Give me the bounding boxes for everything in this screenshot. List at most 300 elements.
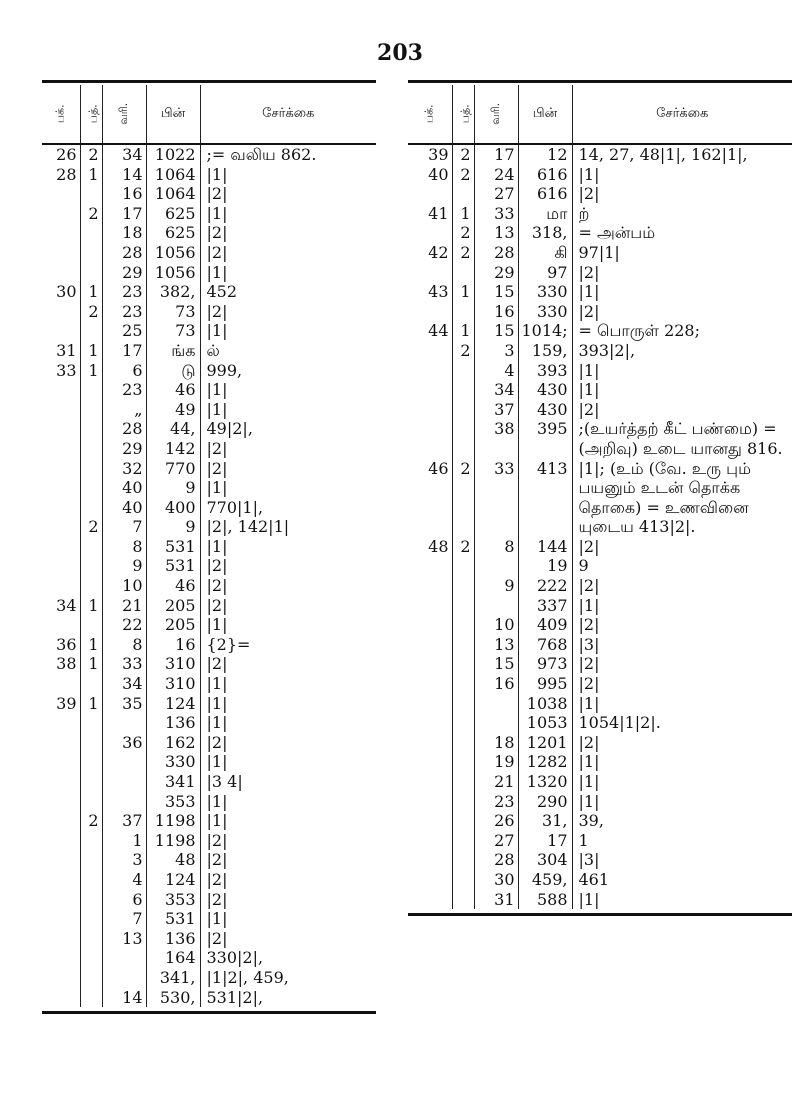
cell-addition: |2| — [572, 263, 792, 283]
cell-page — [408, 341, 452, 361]
cell-line: 18 — [102, 223, 146, 243]
cell-addition: |1| — [200, 674, 376, 694]
table-row — [42, 361, 376, 381]
cell-page: 30 — [56, 282, 77, 302]
cell-after: 73 — [146, 321, 200, 341]
cell-page — [42, 890, 80, 910]
table-row — [42, 988, 376, 1008]
table-row — [42, 184, 376, 204]
cell-line — [102, 948, 146, 968]
header-line: வரி. — [474, 85, 518, 144]
cell-line: 27 — [474, 831, 518, 851]
cell-paragraph — [452, 713, 474, 733]
cell-after: கி — [518, 243, 572, 263]
cell-line: 29 — [102, 439, 146, 459]
cell-paragraph — [452, 850, 474, 870]
table-row — [42, 850, 376, 870]
cell-line: 9 — [102, 556, 146, 576]
cell-addition: |1| — [200, 615, 376, 635]
cell-line: 28 — [102, 243, 146, 263]
cell-page: 31 — [56, 340, 77, 360]
cell-line: 13 — [474, 635, 518, 655]
cell-line: 34 — [102, 674, 146, 694]
cell-paragraph — [80, 831, 102, 851]
table-row — [42, 831, 376, 851]
cell-after: 136 — [146, 929, 200, 949]
cell-addition: |1| — [572, 282, 792, 302]
cell-paragraph — [452, 831, 474, 851]
top-rule — [408, 80, 792, 83]
cell-paragraph: 2 — [452, 459, 474, 537]
cell-paragraph — [80, 419, 102, 439]
cell-page — [42, 380, 80, 400]
cell-after: 124 — [146, 694, 200, 714]
cell-line: 28 — [102, 419, 146, 439]
table-row — [408, 713, 792, 733]
cell-line: 7 — [102, 517, 146, 537]
cell-after: 205 — [146, 615, 200, 635]
cell-addition: |1| — [200, 204, 376, 224]
cell-page — [408, 713, 452, 733]
cell-line — [102, 772, 146, 792]
cell-paragraph — [452, 302, 474, 322]
table-row — [408, 596, 792, 616]
cell-paragraph — [80, 615, 102, 635]
cell-page: 33 — [56, 360, 77, 380]
header-paragraph: பத். — [80, 85, 102, 144]
table-row — [408, 204, 792, 224]
table-row — [408, 674, 792, 694]
cell-addition: |2| — [200, 439, 376, 459]
cell-line — [102, 713, 146, 733]
cell-addition: |1|2|, 459, — [200, 968, 376, 988]
table-row — [42, 792, 376, 812]
cell-after: 17 — [518, 831, 572, 851]
cell-addition: |1| — [200, 400, 376, 420]
cell-line — [474, 694, 518, 714]
table-row — [408, 361, 792, 381]
cell-paragraph — [80, 478, 102, 498]
cell-page — [408, 733, 452, 753]
cell-page — [42, 674, 80, 694]
table-row — [42, 282, 376, 302]
cell-paragraph — [452, 635, 474, 655]
cell-after: 318, — [518, 223, 572, 243]
table-row — [408, 654, 792, 674]
cell-addition: |2| — [200, 223, 376, 243]
cell-page — [42, 831, 80, 851]
cell-after: 1056 — [146, 243, 200, 263]
cell-addition: = அன்பம் — [572, 223, 792, 243]
cell-page: 36 — [56, 634, 77, 654]
cell-after: 770 — [146, 459, 200, 479]
cell-page — [42, 204, 80, 224]
cell-line: 38 — [474, 419, 518, 458]
cell-paragraph — [80, 380, 102, 400]
cell-page — [42, 792, 80, 812]
table-row — [42, 596, 376, 616]
cell-after: 625 — [146, 204, 200, 224]
cell-after: 46 — [146, 380, 200, 400]
cell-line: 25 — [102, 321, 146, 341]
cell-paragraph: 1 — [80, 635, 102, 655]
cell-addition: |1|; (உம் (வே. உரு பும் பயனும் உடன் தொக்க தொகை) = உணவினை யுடைய 413|2|. — [572, 459, 792, 537]
cell-line: 19 — [474, 752, 518, 772]
cell-line: 16 — [102, 184, 146, 204]
cell-line — [474, 713, 518, 733]
cell-after: 330 — [518, 282, 572, 302]
cell-line: 4 — [102, 870, 146, 890]
cell-page: 46 — [428, 458, 449, 478]
cell-line: 10 — [474, 615, 518, 635]
cell-page — [42, 498, 80, 518]
cell-paragraph: 1 — [80, 694, 102, 714]
cell-line: 6 — [102, 361, 146, 381]
cell-page — [42, 615, 80, 635]
cell-page — [42, 419, 80, 439]
table-row — [42, 204, 376, 224]
table-row — [408, 282, 792, 302]
cell-paragraph — [452, 596, 474, 616]
cell-paragraph — [80, 243, 102, 263]
cell-line: 3 — [102, 850, 146, 870]
cell-paragraph — [80, 792, 102, 812]
cell-addition: |1| — [572, 380, 792, 400]
table-row — [42, 243, 376, 263]
table-row — [42, 321, 376, 341]
cell-addition: 49|2|, — [200, 419, 376, 439]
cell-line: 32 — [102, 459, 146, 479]
table-row — [408, 419, 792, 458]
table-row — [42, 713, 376, 733]
cell-addition: |2| — [200, 596, 376, 616]
cell-page — [408, 850, 452, 870]
cell-line: 40 — [102, 498, 146, 518]
cell-page — [408, 361, 452, 381]
cell-paragraph: 1 — [80, 361, 102, 381]
cell-after: 382, — [146, 282, 200, 302]
cell-after: 1064 — [146, 184, 200, 204]
cell-addition: |1| — [200, 811, 376, 831]
cell-paragraph — [452, 400, 474, 420]
cell-paragraph: 2 — [80, 302, 102, 322]
cell-paragraph — [452, 615, 474, 635]
cell-line: 14 — [102, 988, 146, 1008]
cell-line: 40 — [102, 478, 146, 498]
cell-after: 1056 — [146, 263, 200, 283]
table-row — [42, 478, 376, 498]
cell-page — [408, 811, 452, 831]
cell-page — [42, 517, 80, 537]
cell-line: 13 — [102, 929, 146, 949]
cell-page — [408, 380, 452, 400]
cell-paragraph — [80, 184, 102, 204]
table-row — [42, 380, 376, 400]
cell-after: 531 — [146, 556, 200, 576]
cell-after: 1053 — [518, 713, 572, 733]
cell-line: 8 — [474, 537, 518, 557]
table-row — [42, 517, 376, 537]
cell-page — [408, 184, 452, 204]
cell-after: 44, — [146, 419, 200, 439]
cell-addition: |1| — [200, 537, 376, 557]
cell-addition: 14, 27, 48|1|, 162|1|, — [572, 144, 792, 165]
table-row — [408, 831, 792, 851]
cell-page — [42, 459, 80, 479]
table-row — [42, 400, 376, 420]
table-row — [408, 165, 792, 185]
table-row — [408, 792, 792, 812]
cell-paragraph: 2 — [452, 341, 474, 361]
cell-after: 136 — [146, 713, 200, 733]
cell-line: 15 — [474, 654, 518, 674]
cell-page — [42, 968, 80, 988]
cell-after: 310 — [146, 674, 200, 694]
bottom-rule — [408, 913, 792, 916]
header-page: பக். — [42, 85, 80, 144]
cell-after: 222 — [518, 576, 572, 596]
table-row — [42, 498, 376, 518]
cell-after: 49 — [146, 400, 200, 420]
cell-page — [408, 615, 452, 635]
cell-addition: |1| — [200, 694, 376, 714]
header-after: பின் — [146, 85, 200, 144]
cell-addition: ;(உயர்த்தற் கீட் பண்மை) = (அறிவு) உடை யானது 816. — [572, 419, 792, 458]
cell-after: 46 — [146, 576, 200, 596]
cell-addition: |1| — [572, 165, 792, 185]
cell-addition: |2| — [200, 890, 376, 910]
cell-addition: |2| — [572, 576, 792, 596]
cell-after: 973 — [518, 654, 572, 674]
cell-line: 34 — [474, 380, 518, 400]
cell-paragraph — [80, 988, 102, 1008]
cell-page — [408, 694, 452, 714]
cell-after: 12 — [518, 144, 572, 165]
cell-line: 37 — [102, 811, 146, 831]
table-row — [408, 556, 792, 576]
header-row — [408, 85, 792, 144]
cell-after: 1201 — [518, 733, 572, 753]
table-row — [408, 811, 792, 831]
cell-after: 31, — [518, 811, 572, 831]
cell-line — [474, 556, 518, 576]
cell-line: 23 — [102, 282, 146, 302]
cell-after: 341, — [146, 968, 200, 988]
cell-paragraph — [80, 674, 102, 694]
table-row — [42, 948, 376, 968]
cell-paragraph: 1 — [80, 341, 102, 361]
cell-addition: |2| — [200, 929, 376, 949]
table-row — [408, 890, 792, 910]
cell-page — [42, 929, 80, 949]
cell-addition: |1| — [200, 792, 376, 812]
cell-line: 15 — [474, 282, 518, 302]
cell-line: 34 — [102, 144, 146, 165]
header-row — [42, 85, 376, 144]
cell-line: 17 — [102, 341, 146, 361]
table-row — [42, 733, 376, 753]
table-row — [42, 772, 376, 792]
cell-page — [42, 811, 80, 831]
cell-page — [408, 419, 452, 458]
cell-page — [408, 654, 452, 674]
table-row — [42, 144, 376, 165]
cell-addition: 9 — [572, 556, 792, 576]
cell-page — [408, 556, 452, 576]
cell-after: 1038 — [518, 694, 572, 714]
cell-line: 16 — [474, 302, 518, 322]
cell-after: 395 — [518, 419, 572, 458]
cell-page — [408, 890, 452, 910]
cell-after: 9 — [146, 517, 200, 537]
table-row — [408, 537, 792, 557]
cell-line: 31 — [474, 890, 518, 910]
cell-page: 26 — [56, 145, 77, 164]
top-rule — [42, 80, 376, 83]
cell-paragraph — [452, 361, 474, 381]
cell-paragraph — [452, 184, 474, 204]
cell-page: 43 — [428, 282, 449, 302]
table-row — [42, 576, 376, 596]
cell-after: 413 — [518, 459, 572, 537]
cell-addition: |2| — [572, 674, 792, 694]
cell-line: 10 — [102, 576, 146, 596]
table-row — [42, 439, 376, 459]
cell-line: 14 — [102, 165, 146, 185]
cell-paragraph — [80, 263, 102, 283]
header-line: வரி. — [102, 85, 146, 144]
cell-addition: |3| — [572, 635, 792, 655]
table-row — [408, 144, 792, 165]
cell-line: 37 — [474, 400, 518, 420]
header-addition: சேர்க்கை — [572, 85, 792, 144]
cell-addition: 1 — [572, 831, 792, 851]
cell-page — [42, 772, 80, 792]
cell-after: 1014; — [518, 321, 572, 341]
table-row — [408, 341, 792, 361]
cell-addition: |3 4| — [200, 772, 376, 792]
cell-line: 3 — [474, 341, 518, 361]
cell-after: 1022 — [146, 144, 200, 165]
cell-page — [42, 948, 80, 968]
cell-page — [42, 870, 80, 890]
table-row — [42, 537, 376, 557]
cell-after: 1282 — [518, 752, 572, 772]
cell-page — [42, 478, 80, 498]
table-row — [42, 419, 376, 439]
table-row — [408, 302, 792, 322]
cell-line: 30 — [474, 870, 518, 890]
cell-after: 124 — [146, 870, 200, 890]
cell-addition: |2| — [200, 243, 376, 263]
cell-after: 588 — [518, 890, 572, 910]
cell-addition: |2| — [572, 733, 792, 753]
cell-page — [42, 752, 80, 772]
cell-line: 16 — [474, 674, 518, 694]
cell-page — [42, 713, 80, 733]
cell-addition: |2| — [200, 850, 376, 870]
cell-line: 1 — [102, 831, 146, 851]
cell-page: 28 — [56, 164, 77, 184]
cell-line: 8 — [102, 635, 146, 655]
table-row — [42, 890, 376, 910]
cell-paragraph — [80, 498, 102, 518]
cell-line: 15 — [474, 321, 518, 341]
table-row — [408, 576, 792, 596]
cell-paragraph — [80, 576, 102, 596]
cell-paragraph — [80, 948, 102, 968]
cell-after: 16 — [146, 635, 200, 655]
table-row — [42, 615, 376, 635]
cell-after: 48 — [146, 850, 200, 870]
cell-after: 531 — [146, 537, 200, 557]
cell-after: ங்க — [146, 341, 200, 361]
cell-paragraph — [452, 654, 474, 674]
cell-addition: |1| — [572, 361, 792, 381]
cell-after: 459, — [518, 870, 572, 890]
cell-paragraph — [452, 380, 474, 400]
cell-addition: |1| — [200, 321, 376, 341]
table-row — [42, 223, 376, 243]
cell-paragraph — [452, 792, 474, 812]
cell-after: 530, — [146, 988, 200, 1008]
table-row — [408, 694, 792, 714]
cell-paragraph — [80, 909, 102, 929]
cell-after: 142 — [146, 439, 200, 459]
cell-paragraph: 1 — [452, 204, 474, 224]
cell-line: 8 — [102, 537, 146, 557]
cell-after: 400 — [146, 498, 200, 518]
cell-after: 995 — [518, 674, 572, 694]
cell-page — [408, 772, 452, 792]
cell-addition: |2| — [572, 400, 792, 420]
cell-addition: |1| — [200, 752, 376, 772]
cell-after: 625 — [146, 223, 200, 243]
table-row — [408, 752, 792, 772]
cell-page — [42, 556, 80, 576]
cell-paragraph: 2 — [452, 144, 474, 165]
cell-after: 1320 — [518, 772, 572, 792]
cell-paragraph: 2 — [452, 537, 474, 557]
cell-paragraph — [452, 674, 474, 694]
table-row — [408, 243, 792, 263]
cell-paragraph — [80, 968, 102, 988]
header-addition: சேர்க்கை — [200, 85, 376, 144]
cell-paragraph — [452, 694, 474, 714]
cell-page: 42 — [428, 242, 449, 262]
cell-paragraph — [452, 752, 474, 772]
cell-page — [42, 988, 80, 1008]
cell-line: 35 — [102, 694, 146, 714]
cell-addition: |2| — [572, 615, 792, 635]
cell-paragraph — [452, 556, 474, 576]
cell-line: 33 — [102, 654, 146, 674]
cell-addition: |1| — [572, 890, 792, 910]
cell-line: 21 — [102, 596, 146, 616]
cell-line: 24 — [474, 165, 518, 185]
cell-page — [42, 850, 80, 870]
cell-after: 1198 — [146, 831, 200, 851]
cell-paragraph — [80, 459, 102, 479]
table-row — [42, 752, 376, 772]
cell-paragraph — [452, 576, 474, 596]
cell-page: 34 — [56, 595, 77, 615]
header-after: பின் — [518, 85, 572, 144]
cell-line: 23 — [474, 792, 518, 812]
cell-paragraph — [80, 556, 102, 576]
cell-addition: |1| — [572, 772, 792, 792]
table-row — [42, 341, 376, 361]
